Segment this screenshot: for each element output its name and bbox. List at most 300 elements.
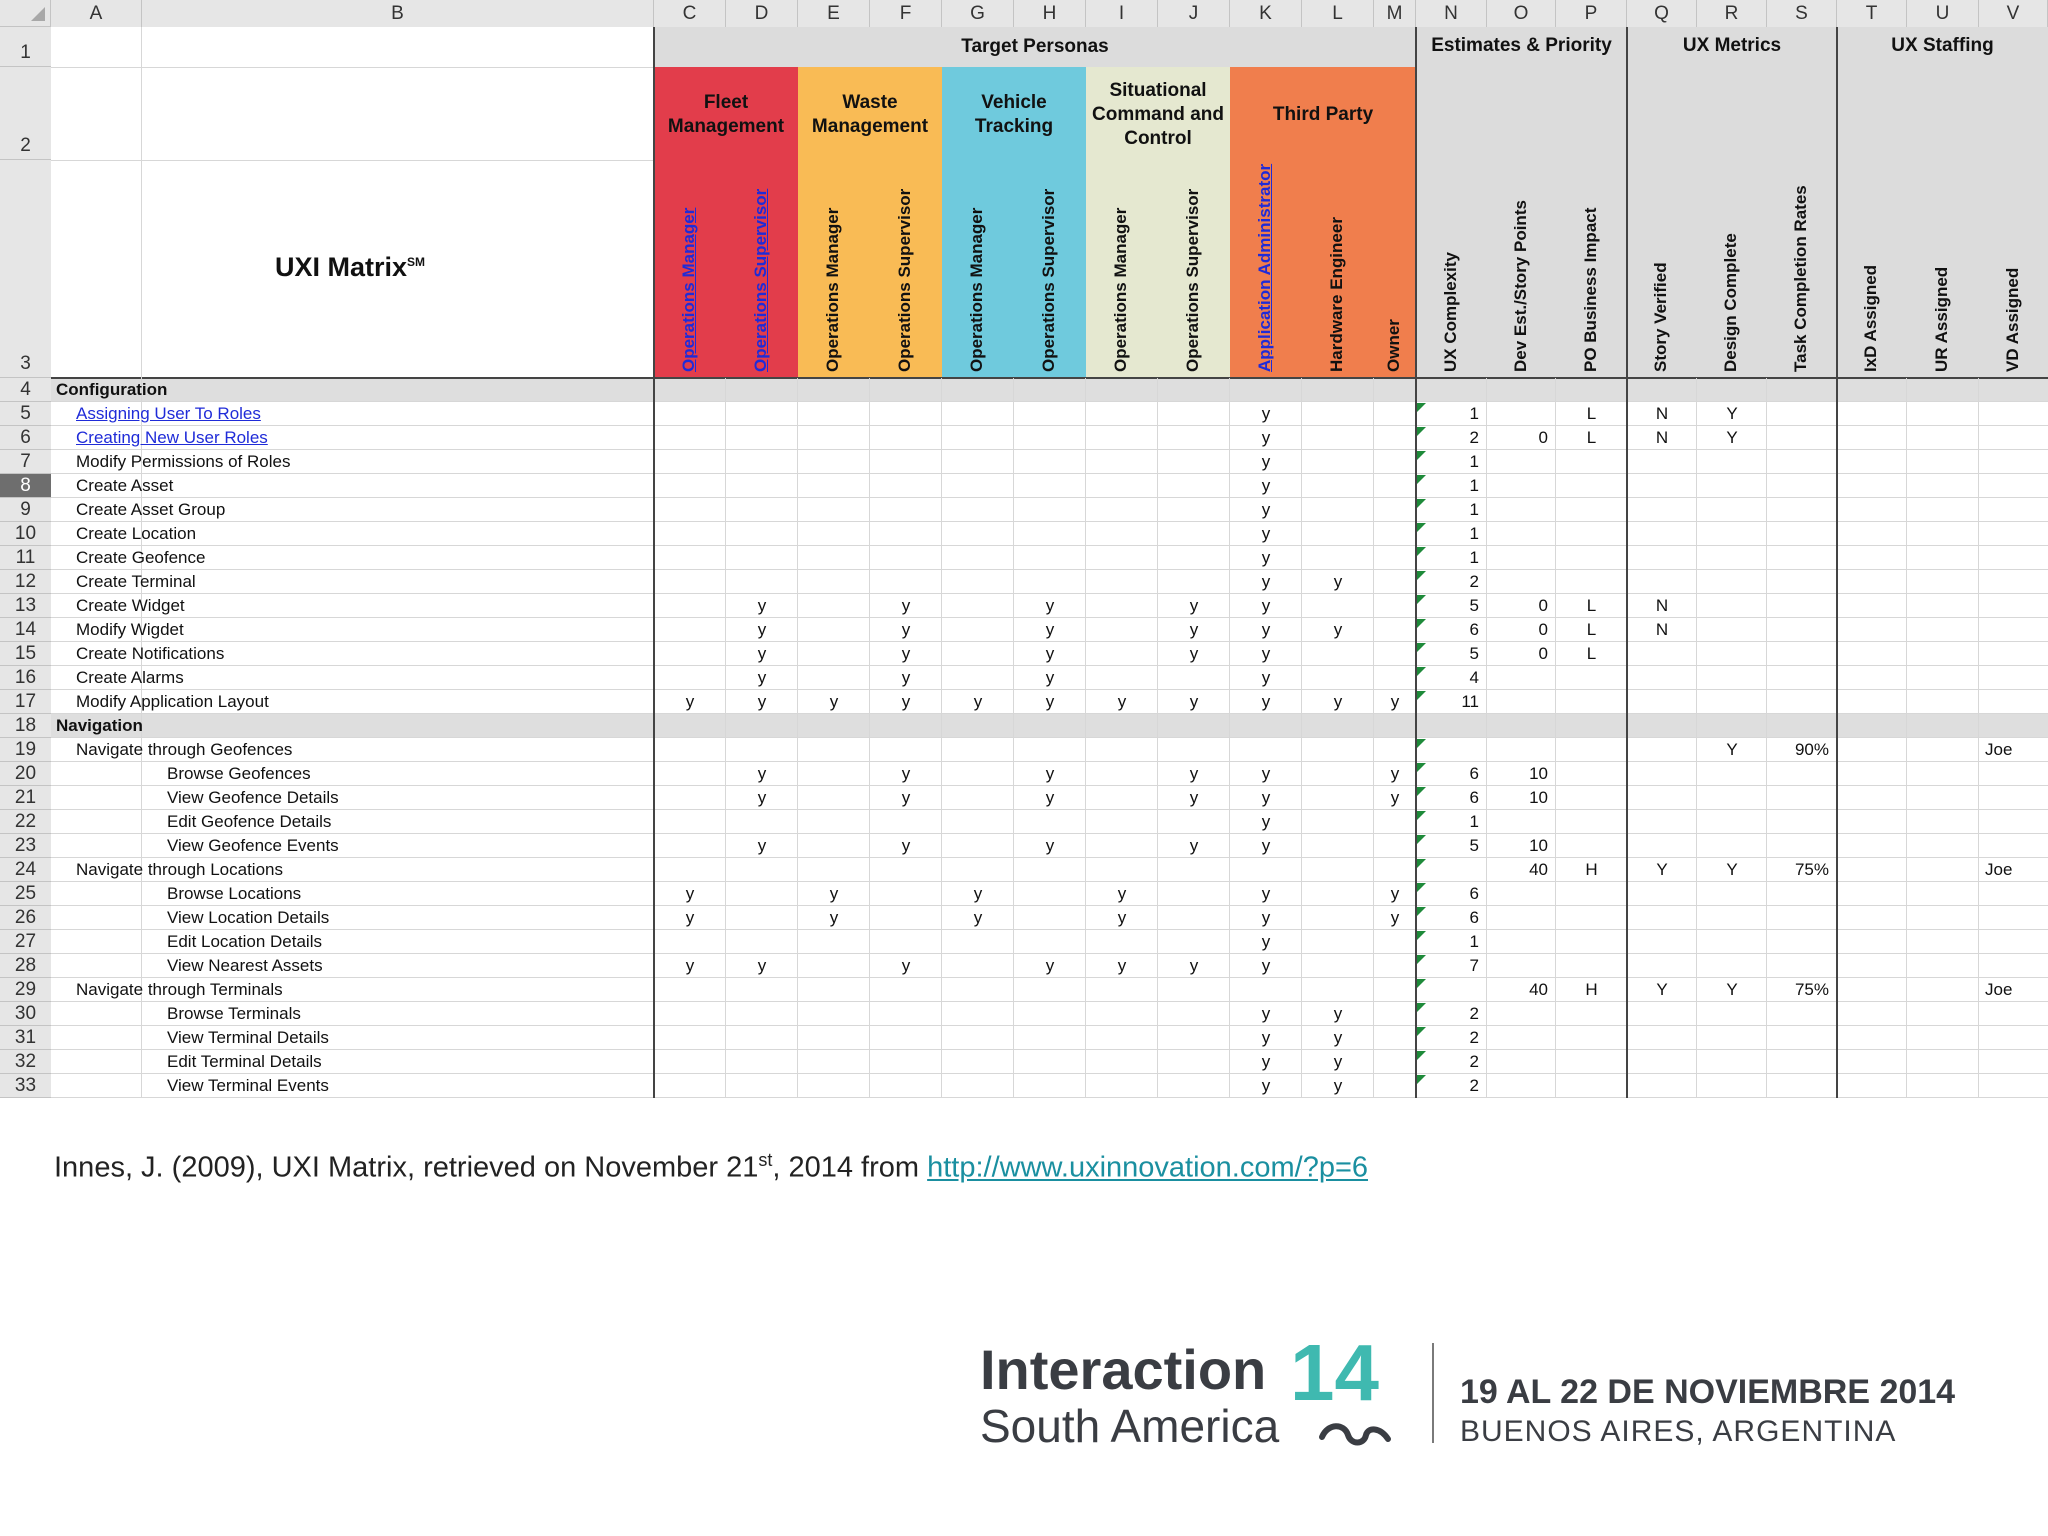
cell-j[interactable]: y [1189, 692, 1199, 711]
persona-name: Third Party [1272, 103, 1374, 125]
cell-o[interactable]: 0 [1538, 428, 1548, 447]
gridline [51, 1097, 2048, 1098]
cell-r[interactable]: Y [1726, 740, 1738, 759]
cell-k[interactable]: y [1261, 476, 1271, 495]
column-label: Operations Supervisor [895, 188, 914, 372]
cell-k[interactable]: y [1261, 452, 1271, 471]
row-header-8[interactable]: 8 [0, 474, 51, 498]
row-header-4[interactable]: 4 [0, 378, 51, 402]
gridline [51, 497, 2048, 498]
column-header-l[interactable]: L [1302, 0, 1374, 27]
gridline [941, 378, 942, 1098]
cell-q[interactable]: N [1655, 404, 1669, 423]
column-header-e[interactable]: E [798, 0, 870, 27]
column-label: PO Business Impact [1581, 207, 1600, 372]
cell-p[interactable]: L [1586, 596, 1597, 615]
cell-k[interactable]: y [1261, 908, 1271, 927]
group-target-personas: Target Personas [654, 27, 1416, 67]
cell-n[interactable]: 6 [1469, 788, 1479, 807]
cell-k[interactable]: y [1261, 788, 1271, 807]
cell-k[interactable]: y [1261, 1004, 1271, 1023]
column-header-r[interactable]: R [1697, 0, 1767, 27]
gridline [51, 905, 2048, 906]
cell-g[interactable]: y [973, 908, 983, 927]
group-divider [1626, 27, 1628, 1098]
cell-k[interactable]: y [1261, 548, 1271, 567]
cell-o[interactable]: 0 [1538, 620, 1548, 639]
task-label: Navigate through Terminals [76, 980, 283, 999]
section-label: Configuration [56, 380, 168, 399]
row-header-29[interactable]: 29 [0, 978, 51, 1002]
cell-k[interactable]: y [1261, 836, 1271, 855]
cell-n[interactable]: 11 [1461, 692, 1479, 711]
cell-n[interactable]: 2 [1469, 1052, 1479, 1071]
cell-f[interactable]: y [901, 644, 911, 663]
cell-f[interactable]: y [901, 956, 911, 975]
gridline [51, 473, 2048, 474]
cell-m[interactable]: y [1390, 884, 1400, 903]
column-header-v[interactable]: V [1979, 0, 2048, 27]
cell-j[interactable]: y [1189, 764, 1199, 783]
column-label: VD Assigned [2003, 267, 2022, 372]
cell-f[interactable]: y [901, 668, 911, 687]
column-header-d[interactable]: D [726, 0, 798, 27]
gridline [51, 521, 2048, 522]
interaction-14-logo [980, 1328, 1980, 1465]
column-header-b[interactable]: B [142, 0, 654, 27]
cell-d[interactable]: y [757, 956, 767, 975]
task-label: Edit Location Details [167, 932, 322, 951]
column-header-a[interactable]: A [51, 0, 142, 27]
row-header-33[interactable]: 33 [0, 1074, 51, 1098]
gridline [51, 1025, 2048, 1026]
gridline [51, 929, 2048, 930]
cell-l[interactable]: y [1333, 692, 1343, 711]
task-label: Create Asset [76, 476, 174, 495]
cell-q[interactable]: N [1655, 428, 1669, 447]
cell-c[interactable]: y [685, 884, 695, 903]
row-header-30[interactable]: 30 [0, 1002, 51, 1026]
cell-v[interactable]: Joe [1985, 860, 2013, 879]
column-label: Operations Manager [967, 207, 986, 372]
column-label: Dev Est./Story Points [1511, 200, 1530, 372]
persona-name: Fleet Management [667, 91, 785, 137]
cell-f[interactable]: y [901, 620, 911, 639]
gridline [51, 545, 2048, 546]
cell-k[interactable]: y [1261, 692, 1271, 711]
task-label[interactable]: Assigning User To Roles [76, 404, 261, 423]
cell-k[interactable]: y [1261, 884, 1271, 903]
cell-k[interactable]: y [1261, 764, 1271, 783]
task-label: Create Notifications [76, 644, 225, 663]
cell-d[interactable]: y [757, 788, 767, 807]
column-label: Operations Supervisor [1183, 188, 1202, 372]
cell-n[interactable]: 6 [1469, 884, 1479, 903]
cell-r[interactable]: Y [1726, 404, 1738, 423]
column-header-q[interactable]: Q [1627, 0, 1697, 27]
row-header-14[interactable]: 14 [0, 618, 51, 642]
cell-d[interactable]: y [757, 644, 767, 663]
error-indicator [1417, 979, 1426, 988]
cell-k[interactable]: y [1261, 572, 1271, 591]
row-header-17[interactable]: 17 [0, 690, 51, 714]
cell-h[interactable]: y [1045, 692, 1055, 711]
column-header-n[interactable]: N [1416, 0, 1487, 27]
gridline [869, 378, 870, 1098]
cell-m[interactable]: y [1390, 692, 1400, 711]
cell-n[interactable]: 6 [1469, 908, 1479, 927]
column-header-j[interactable]: J [1158, 0, 1230, 27]
task-label: View Terminal Events [167, 1076, 329, 1095]
group-divider [653, 27, 655, 1098]
cell-k[interactable]: y [1261, 596, 1271, 615]
task-label: Browse Locations [167, 884, 302, 903]
cell-j[interactable]: y [1189, 644, 1199, 663]
row-header-6[interactable]: 6 [0, 426, 51, 450]
column-label[interactable]: Operations Supervisor [751, 188, 770, 372]
column-header-o[interactable]: O [1487, 0, 1556, 27]
cell-c[interactable]: y [685, 908, 695, 927]
cell-n[interactable]: 2 [1469, 428, 1479, 447]
error-indicator [1417, 859, 1426, 868]
logo-number: 14 [1290, 1328, 1379, 1417]
cell-c[interactable]: y [685, 692, 695, 711]
column-label: UX Complexity [1441, 252, 1460, 372]
row-header-16[interactable]: 16 [0, 666, 51, 690]
column-header-m[interactable]: M [1374, 0, 1416, 27]
group-ux-metrics: UX Metrics [1627, 27, 1837, 378]
persona-name: Vehicle Tracking [974, 91, 1054, 137]
cell-i[interactable]: y [1117, 956, 1127, 975]
cell-l[interactable]: y [1333, 1028, 1343, 1047]
task-label[interactable]: Creating New User Roles [76, 428, 268, 447]
cell-v[interactable]: Joe [1985, 740, 2013, 759]
cell-s[interactable]: 75% [1794, 860, 1829, 879]
task-label: View Location Details [167, 908, 330, 927]
cell-q[interactable]: N [1655, 620, 1669, 639]
cell-l[interactable]: y [1333, 1004, 1343, 1023]
group-estimates: Estimates & Priority [1416, 27, 1627, 378]
cell-f[interactable]: y [901, 788, 911, 807]
column-header-t[interactable]: T [1837, 0, 1907, 27]
row-header-26[interactable]: 26 [0, 906, 51, 930]
gridline [1906, 378, 1907, 1098]
cell-s[interactable]: 90% [1794, 740, 1829, 759]
cell-g[interactable]: y [973, 884, 983, 903]
cell-k[interactable]: y [1261, 620, 1271, 639]
cell-h[interactable]: y [1045, 620, 1055, 639]
cell-e[interactable]: y [829, 884, 839, 903]
task-label: Modify Application Layout [76, 692, 269, 711]
row-header-21[interactable]: 21 [0, 786, 51, 810]
persona-name: Situational Command and Control [1092, 79, 1224, 149]
cell-j[interactable]: y [1189, 836, 1199, 855]
column-label: IxD Assigned [1861, 264, 1880, 372]
cell-n[interactable]: 2 [1469, 1076, 1479, 1095]
cell-q[interactable]: Y [1656, 860, 1668, 879]
column-header-g[interactable]: G [942, 0, 1014, 27]
cell-k[interactable]: y [1261, 1052, 1271, 1071]
column-header-u[interactable]: U [1907, 0, 1979, 27]
gridline [725, 378, 726, 1098]
gridline [1157, 378, 1158, 1098]
task-label: Navigate through Locations [76, 860, 283, 879]
cell-d[interactable]: y [757, 836, 767, 855]
cell-h[interactable]: y [1045, 596, 1055, 615]
cell-k[interactable]: y [1261, 404, 1271, 423]
row-header-23[interactable]: 23 [0, 834, 51, 858]
cell-n[interactable]: 4 [1469, 668, 1479, 687]
cell-p[interactable]: L [1586, 428, 1597, 447]
error-indicator [1417, 739, 1426, 748]
cell-g[interactable]: y [973, 692, 983, 711]
cell-n[interactable]: 5 [1469, 596, 1479, 615]
column-header-i[interactable]: I [1086, 0, 1158, 27]
cell-h[interactable]: y [1045, 788, 1055, 807]
cell-r[interactable]: Y [1726, 860, 1738, 879]
cell-o[interactable]: 0 [1538, 596, 1548, 615]
column-label: Hardware Engineer [1327, 217, 1346, 372]
cell-m[interactable]: y [1390, 908, 1400, 927]
cell-j[interactable]: y [1189, 596, 1199, 615]
cell-n[interactable]: 1 [1469, 524, 1479, 543]
cell-i[interactable]: y [1117, 692, 1127, 711]
logo-divider [1432, 1343, 1434, 1443]
task-label: View Terminal Details [167, 1028, 329, 1047]
row-header-13[interactable]: 13 [0, 594, 51, 618]
column-header-k[interactable]: K [1230, 0, 1302, 27]
cell-e[interactable]: y [829, 908, 839, 927]
task-label: Create Location [76, 524, 197, 543]
task-label: Modify Permissions of Roles [76, 452, 291, 471]
cell-p[interactable]: H [1585, 980, 1598, 999]
cell-n[interactable]: 1 [1469, 932, 1479, 951]
cell-j[interactable]: y [1189, 788, 1199, 807]
cell-p[interactable]: H [1585, 860, 1598, 879]
cell-k[interactable]: y [1261, 812, 1271, 831]
cell-j[interactable]: y [1189, 956, 1199, 975]
column-label: Operations Manager [823, 207, 842, 372]
cell-j[interactable]: y [1189, 620, 1199, 639]
cell-o[interactable]: 0 [1538, 644, 1548, 663]
row-header-11[interactable]: 11 [0, 546, 51, 570]
column-label: Operations Manager [1111, 207, 1130, 372]
task-label: Edit Terminal Details [167, 1052, 322, 1071]
cell-l[interactable]: y [1333, 1076, 1343, 1095]
cell-k[interactable]: y [1261, 644, 1271, 663]
group-divider [1836, 27, 1838, 1098]
cell-n[interactable]: 5 [1469, 836, 1479, 855]
cell-c[interactable]: y [685, 956, 695, 975]
citation: Innes, J. (2009), UXI Matrix, retrieved on November 21st, 2014 from http://www.uxinnovation.com/?p=6 [54, 1150, 1369, 1184]
cell-n[interactable]: 6 [1469, 620, 1479, 639]
task-label: Create Terminal [76, 572, 196, 591]
row-header-18[interactable]: 18 [0, 714, 51, 738]
section-label: Navigation [56, 716, 143, 735]
column-header-f[interactable]: F [870, 0, 942, 27]
cell-h[interactable]: y [1045, 764, 1055, 783]
cell-n[interactable]: 6 [1469, 764, 1479, 783]
cell-o[interactable]: 40 [1529, 980, 1548, 999]
task-label: Edit Geofence Details [167, 812, 332, 831]
select-all-corner[interactable] [0, 0, 51, 27]
cell-k[interactable]: y [1261, 500, 1271, 519]
cell-m[interactable]: y [1390, 764, 1400, 783]
row-header-10[interactable]: 10 [0, 522, 51, 546]
row-header-22[interactable]: 22 [0, 810, 51, 834]
cell-o[interactable]: 40 [1529, 860, 1548, 879]
row-header-31[interactable]: 31 [0, 1026, 51, 1050]
task-label: Browse Geofences [167, 764, 311, 783]
column-label[interactable]: Operations Manager [679, 207, 698, 372]
cell-h[interactable]: y [1045, 836, 1055, 855]
cell-n[interactable]: 2 [1469, 1028, 1479, 1047]
task-label: Create Asset Group [76, 500, 226, 519]
task-label: View Geofence Events [167, 836, 339, 855]
cell-n[interactable]: 1 [1469, 452, 1479, 471]
column-label: Story Verified [1651, 262, 1670, 372]
cell-d[interactable]: y [757, 620, 767, 639]
cell-d[interactable]: y [757, 692, 767, 711]
row-header-28[interactable]: 28 [0, 954, 51, 978]
cell-h[interactable]: y [1045, 644, 1055, 663]
cell-v[interactable]: Joe [1985, 980, 2013, 999]
cell-p[interactable]: L [1586, 404, 1597, 423]
row-header-15[interactable]: 15 [0, 642, 51, 666]
task-label: Modify Wigdet [76, 620, 184, 639]
column-label[interactable]: Application Administrator [1255, 163, 1274, 372]
cell-r[interactable]: Y [1726, 980, 1738, 999]
cell-n[interactable]: 1 [1469, 476, 1479, 495]
row-header-3[interactable]: 3 [0, 160, 51, 378]
cell-o[interactable]: 10 [1529, 764, 1548, 783]
cell-d[interactable]: y [757, 668, 767, 687]
page-title: UXI Matrix℠ [275, 252, 426, 282]
cell-f[interactable]: y [901, 764, 911, 783]
cell-p[interactable]: L [1586, 620, 1597, 639]
gridline [1085, 378, 1086, 1098]
gridline [51, 1073, 2048, 1074]
cell-k[interactable]: y [1261, 428, 1271, 447]
column-label: Design Complete [1721, 233, 1740, 372]
gridline [1013, 378, 1014, 1098]
cell-h[interactable]: y [1045, 668, 1055, 687]
cell-m[interactable]: y [1390, 788, 1400, 807]
cell-l[interactable]: y [1333, 1052, 1343, 1071]
gridline [1373, 378, 1374, 1098]
column-header-p[interactable]: P [1556, 0, 1627, 27]
row-header-1[interactable]: 1 [0, 27, 51, 67]
row-header-5[interactable]: 5 [0, 402, 51, 426]
cell-h[interactable]: y [1045, 956, 1055, 975]
cell-i[interactable]: y [1117, 908, 1127, 927]
row-header-9[interactable]: 9 [0, 498, 51, 522]
row-header-12[interactable]: 12 [0, 570, 51, 594]
gridline [51, 1049, 2048, 1050]
row-header-27[interactable]: 27 [0, 930, 51, 954]
task-label: View Nearest Assets [167, 956, 323, 975]
task-label: Create Alarms [76, 668, 184, 687]
task-label: Browse Terminals [167, 1004, 301, 1023]
task-label: Create Widget [76, 596, 185, 615]
cell-p[interactable]: L [1586, 644, 1597, 663]
cell-q[interactable]: Y [1656, 980, 1668, 999]
task-label: Create Geofence [76, 548, 206, 567]
column-header-s[interactable]: S [1767, 0, 1837, 27]
row-header-20[interactable]: 20 [0, 762, 51, 786]
column-label: Operations Supervisor [1039, 188, 1058, 372]
row-header-7[interactable]: 7 [0, 450, 51, 474]
column-label: UR Assigned [1932, 266, 1951, 372]
cell-d[interactable]: y [757, 596, 767, 615]
task-label: Navigate through Geofences [76, 740, 293, 759]
cell-l[interactable]: y [1333, 572, 1343, 591]
cell-i[interactable]: y [1117, 884, 1127, 903]
cell-r[interactable]: Y [1726, 428, 1738, 447]
cell-n[interactable]: 2 [1469, 1004, 1479, 1023]
cell-d[interactable]: y [757, 764, 767, 783]
logo-city: BUENOS AIRES, ARGENTINA [1460, 1415, 1897, 1448]
group-ux-staffing: UX Staffing [1837, 27, 2048, 378]
cell-k[interactable]: y [1261, 668, 1271, 687]
cell-f[interactable]: y [901, 836, 911, 855]
citation-link[interactable]: http://www.uxinnovation.com/?p=6 [927, 1151, 1369, 1184]
cell-o[interactable]: 10 [1529, 788, 1548, 807]
cell-k[interactable]: y [1261, 1076, 1271, 1095]
cell-s[interactable]: 75% [1794, 980, 1829, 999]
row-header-32[interactable]: 32 [0, 1050, 51, 1074]
column-label: Owner [1384, 319, 1403, 372]
cell-n[interactable]: 2 [1469, 572, 1479, 591]
cell-k[interactable]: y [1261, 932, 1271, 951]
cell-e[interactable]: y [829, 692, 839, 711]
cell-f[interactable]: y [901, 596, 911, 615]
logo-interaction: Interaction [980, 1338, 1267, 1401]
gridline [51, 569, 2048, 570]
row-header-2[interactable]: 2 [0, 67, 51, 160]
cell-n[interactable]: 7 [1469, 956, 1479, 975]
header-divider [51, 377, 2048, 379]
persona-name: Waste Management [811, 91, 929, 137]
cell-k[interactable]: y [1261, 524, 1271, 543]
column-label: Task Completion Rates [1791, 185, 1810, 372]
cell-n[interactable]: 1 [1469, 548, 1479, 567]
cell-n[interactable]: 1 [1469, 404, 1479, 423]
cell-n[interactable]: 1 [1469, 500, 1479, 519]
gridline [141, 27, 142, 160]
cell-k[interactable]: y [1261, 956, 1271, 975]
section-row [51, 378, 2048, 402]
cell-q[interactable]: N [1655, 596, 1669, 615]
section-row [51, 714, 2048, 738]
cell-o[interactable]: 10 [1529, 836, 1548, 855]
cell-k[interactable]: y [1261, 1028, 1271, 1047]
logo-date: 19 AL 22 DE NOVIEMBRE 2014 [1460, 1373, 1956, 1411]
row-header-24[interactable]: 24 [0, 858, 51, 882]
cell-f[interactable]: y [901, 692, 911, 711]
cell-n[interactable]: 1 [1469, 812, 1479, 831]
cell-l[interactable]: y [1333, 620, 1343, 639]
logo-south-america: South America [980, 1400, 1280, 1452]
task-label: View Geofence Details [167, 788, 339, 807]
gridline [797, 378, 798, 1098]
cell-n[interactable]: 5 [1469, 644, 1479, 663]
column-header-c[interactable]: C [654, 0, 726, 27]
row-header-25[interactable]: 25 [0, 882, 51, 906]
row-header-19[interactable]: 19 [0, 738, 51, 762]
swirl-icon [1318, 1419, 1394, 1449]
column-header-h[interactable]: H [1014, 0, 1086, 27]
